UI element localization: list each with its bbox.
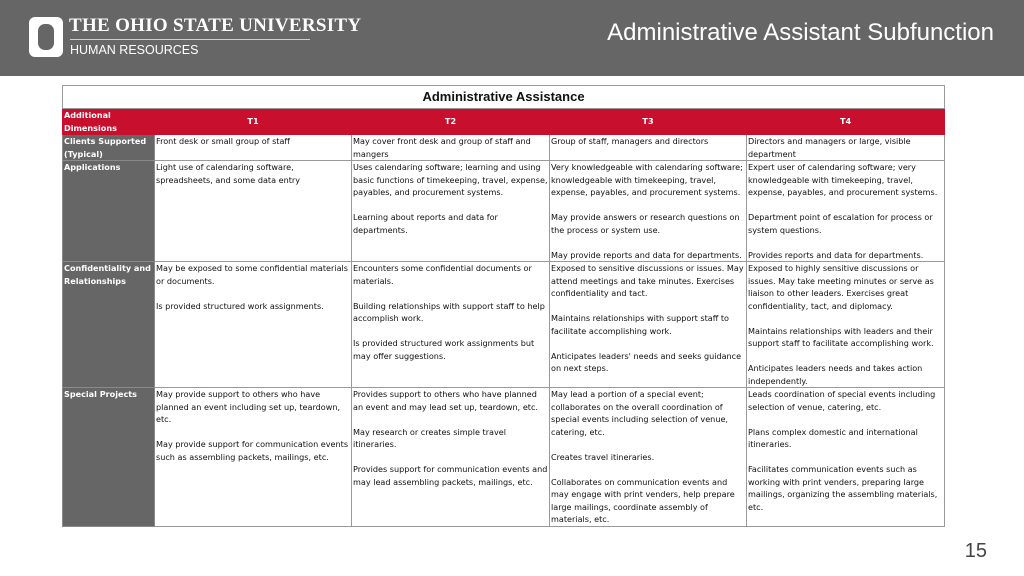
cell-paragraph: Facilitates communication events such as working with print venders, preparing large mailings, organizing the assembling materials, etc. bbox=[748, 464, 938, 512]
column-header-t1: T1 bbox=[155, 109, 352, 135]
cell-paragraph: Collaborates on communication events and may engage with print venders, help prepare large mailings, coordinate assembly of materials, etc. bbox=[551, 476, 735, 524]
cell-paragraph: Expert user of calendaring software; very knowledgeable with timekeeping, travel, expense, payables, and procurement systems. bbox=[748, 162, 938, 197]
table-row bbox=[63, 135, 945, 161]
cell-paragraph: May provide reports and data for departments. bbox=[551, 249, 742, 260]
table-row bbox=[63, 161, 945, 262]
table-cell-t2 bbox=[352, 262, 550, 388]
cell-paragraph: Leads coordination of special events including selection of venue, catering, etc. bbox=[748, 389, 936, 412]
cell-paragraph: May provide support to others who have planned an event including set up, teardown, etc. bbox=[156, 389, 341, 424]
slide-title: Administrative Assistant Subfunction bbox=[607, 19, 994, 46]
table-cell-t4 bbox=[747, 135, 945, 161]
table-cell-t3 bbox=[550, 161, 747, 262]
cell-paragraph: Directors and managers or large, visible department bbox=[748, 136, 911, 159]
table-header-row bbox=[63, 109, 945, 135]
cell-paragraph: Building relationships with support staff to help accomplish work. bbox=[353, 300, 545, 323]
cell-paragraph: May provide support for communication events such as assembling packets, mailings, etc. bbox=[156, 439, 349, 462]
cell-paragraph: Maintains relationships with leaders and their support staff to facilitate accomplishing work. bbox=[748, 325, 934, 348]
cell-paragraph: Front desk or small group of staff bbox=[156, 136, 291, 146]
table-row bbox=[63, 388, 945, 527]
cell-paragraph: Group of staff, managers and directors bbox=[551, 136, 709, 146]
column-header-t3: T3 bbox=[550, 109, 747, 135]
cell-paragraph: Provides support for communication events and may lead assembling packets, mailings, etc. bbox=[353, 464, 548, 487]
cell-paragraph: May lead a portion of a special event; collaborates on the overall coordination of special events including selection of venue, catering, etc. bbox=[551, 389, 728, 437]
cell-paragraph: Exposed to sensitive discussions or issues. May attend meetings and take minutes. Exercises confidentiality and tact. bbox=[551, 263, 744, 298]
cell-paragraph: Maintains relationships with support staff to facilitate accomplishing work. bbox=[551, 313, 730, 336]
dimensions-table-container bbox=[62, 85, 944, 527]
table-cell-t2 bbox=[352, 161, 550, 262]
cell-paragraph: Plans complex domestic and international itineraries. bbox=[748, 426, 918, 449]
table-cell-t2 bbox=[352, 388, 550, 527]
cell-paragraph: Anticipates leaders' needs and seeks guidance on next steps. bbox=[551, 350, 742, 373]
cell-paragraph: Light use of calendaring software, spreadsheets, and some data entry bbox=[156, 162, 301, 185]
cell-paragraph: Provides support to others who have planned an event and may lead set up, teardown, etc. bbox=[353, 389, 539, 412]
row-label: Clients Supported (Typical) bbox=[63, 135, 155, 161]
cell-paragraph: Provides reports and data for departments. bbox=[748, 249, 924, 260]
cell-paragraph: Creates travel itineraries. bbox=[551, 451, 655, 462]
page-number: 15 bbox=[964, 540, 987, 562]
university-name: THE OHIO STATE UNIVERSITY bbox=[69, 15, 362, 36]
cell-paragraph: Very knowledgeable with calendaring software; knowledgeable with timekeeping, travel, expense, payables, and procurement systems. bbox=[551, 162, 743, 197]
slide-header bbox=[0, 0, 1024, 76]
logo-divider bbox=[70, 39, 310, 40]
table-cell-t3 bbox=[550, 135, 747, 161]
department-name: HUMAN RESOURCES bbox=[70, 43, 199, 57]
column-header-t2: T2 bbox=[352, 109, 550, 135]
cell-paragraph: Encounters some confidential documents or materials. bbox=[353, 263, 532, 286]
table-cell-t3 bbox=[550, 388, 747, 527]
table-cell-t4 bbox=[747, 161, 945, 262]
cell-paragraph: Uses calendaring software; learning and using basic functions of timekeeping, travel, expense, payables, and procurement systems. bbox=[353, 162, 548, 197]
table-title-row bbox=[63, 86, 945, 109]
table-cell-t1 bbox=[155, 135, 352, 161]
cell-paragraph: Exposed to highly sensitive discussions or issues. May take meeting minutes or serve as liaison to other leaders. Exercises great confidentiality, tact, and diplomacy. bbox=[748, 263, 934, 311]
table-cell-t4 bbox=[747, 388, 945, 527]
table-cell-t1 bbox=[155, 262, 352, 388]
table-cell-t4 bbox=[747, 262, 945, 388]
row-label: Special Projects bbox=[63, 388, 155, 527]
table-row bbox=[63, 262, 945, 388]
dimensions-table bbox=[62, 85, 945, 527]
cell-paragraph: Department point of escalation for process or system questions. bbox=[748, 212, 933, 235]
table-cell-t3 bbox=[550, 262, 747, 388]
column-header-t4: T4 bbox=[747, 109, 945, 135]
cell-paragraph: May provide answers or research questions on the process or system use. bbox=[551, 212, 740, 235]
table-cell-t2 bbox=[352, 135, 550, 161]
table-cell-t1 bbox=[155, 161, 352, 262]
cell-paragraph: Anticipates leaders needs and takes action independently. bbox=[748, 363, 923, 386]
cell-paragraph: Is provided structured work assignments. bbox=[156, 300, 324, 311]
table-title: Administrative Assistance bbox=[63, 86, 945, 109]
cell-paragraph: May research or creates simple travel itineraries. bbox=[353, 426, 506, 449]
row-label: Confidentiality and Relationships bbox=[63, 262, 155, 388]
cell-paragraph: May cover front desk and group of staff and mangers bbox=[353, 136, 531, 159]
cell-paragraph: Learning about reports and data for departments. bbox=[353, 212, 498, 235]
osu-block-o-logo-icon bbox=[29, 17, 63, 57]
cell-paragraph: May be exposed to some confidential materials or documents. bbox=[156, 263, 349, 286]
cell-paragraph: Is provided structured work assignments but may offer suggestions. bbox=[353, 338, 535, 361]
row-label: Applications bbox=[63, 161, 155, 262]
table-cell-t1 bbox=[155, 388, 352, 527]
column-header-dimensions: Additional Dimensions bbox=[63, 109, 155, 135]
